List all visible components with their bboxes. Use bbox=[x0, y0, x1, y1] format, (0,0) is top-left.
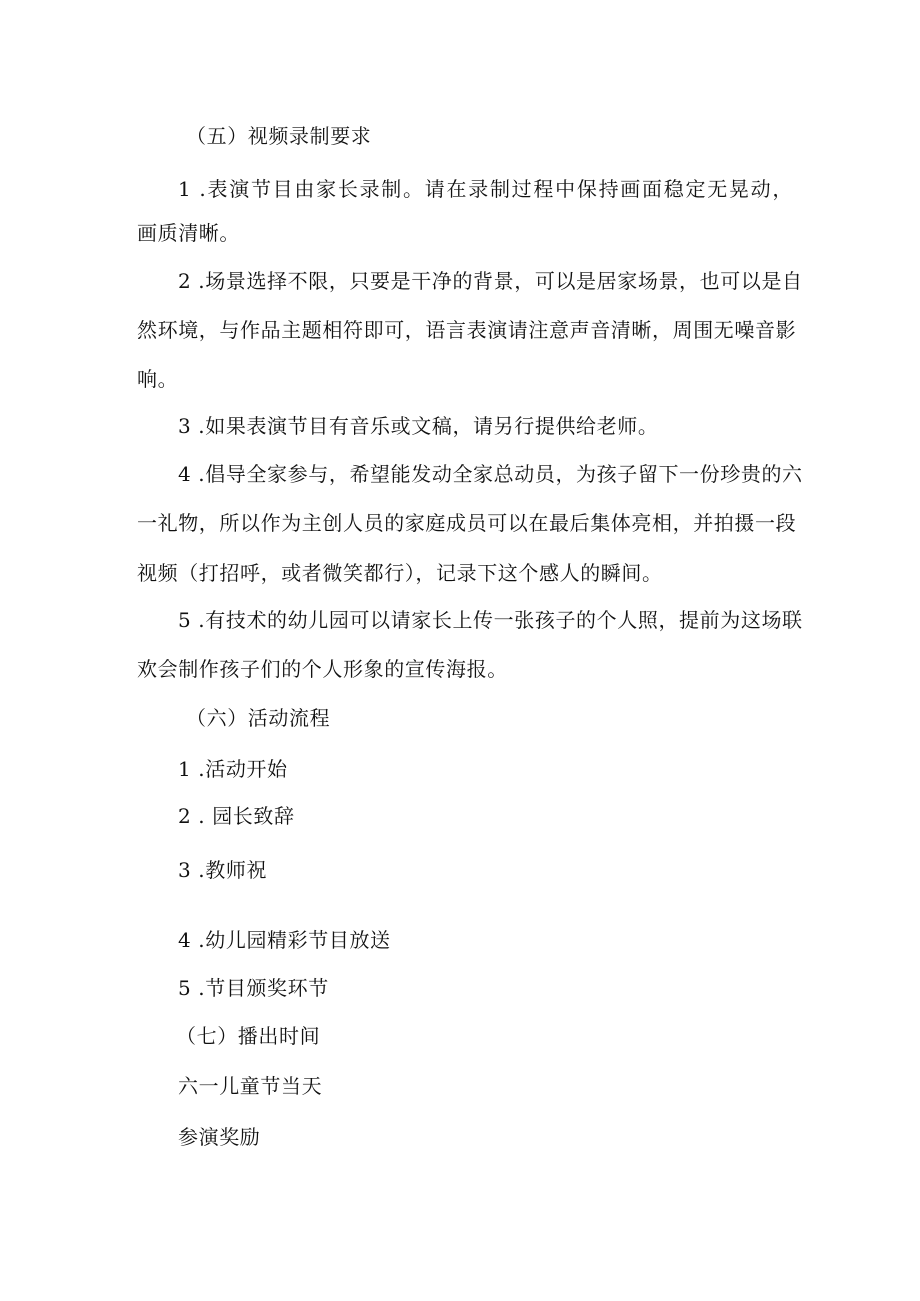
section7-heading: （七）播出时间 bbox=[176, 1024, 321, 1048]
section5-heading: （五）视频录制要求 bbox=[186, 124, 372, 148]
section6-item3: 3 .教师祝 bbox=[178, 858, 268, 882]
section5-item2-line1: 2 .场景选择不限，只要是干净的背景，可以是居家场景，也可以是自 bbox=[178, 269, 803, 293]
section5-item4-line1: 4 .倡导全家参与，希望能发动全家总动员，为孩子留下一份珍贵的六 bbox=[178, 462, 803, 486]
section5-item3-line1: 3 .如果表演节目有音乐或文稿，请另行提供给老师。 bbox=[178, 414, 659, 438]
section5-item4-line3: 视频（打招呼，或者微笑都行），记录下这个感人的瞬间。 bbox=[137, 561, 663, 585]
section5-item1-line2: 画质清晰。 bbox=[137, 221, 240, 245]
section6-item1: 1 .活动开始 bbox=[178, 757, 288, 781]
section5-item2-line3: 响。 bbox=[137, 367, 179, 391]
section7-body: 六一儿童节当天 bbox=[178, 1074, 323, 1098]
section5-item5-line1: 5 .有技术的幼儿园可以请家长上传一张孩子的个人照，提前为这场联 bbox=[178, 608, 803, 632]
section6-heading: （六）活动流程 bbox=[186, 706, 331, 730]
section5-item2-line2: 然环境，与作品主题相符即可，语言表演请注意声音清晰，周围无噪音影 bbox=[137, 318, 797, 342]
section5-item1-line1: 1 .表演节目由家长录制。请在录制过程中保持画面稳定无晃动， bbox=[178, 177, 793, 201]
section6-item4: 4 .幼儿园精彩节目放送 bbox=[178, 928, 391, 952]
section6-item5: 5 .节目颁奖环节 bbox=[178, 976, 329, 1000]
awards-heading: 参演奖励 bbox=[178, 1125, 261, 1149]
section5-item4-line2: 一礼物，所以作为主创人员的家庭成员可以在最后集体亮相，并拍摄一段 bbox=[137, 511, 797, 535]
section6-item2: 2 . 园长致辞 bbox=[178, 804, 295, 828]
section5-item5-line2: 欢会制作孩子们的个人形象的宣传海报。 bbox=[137, 657, 508, 681]
